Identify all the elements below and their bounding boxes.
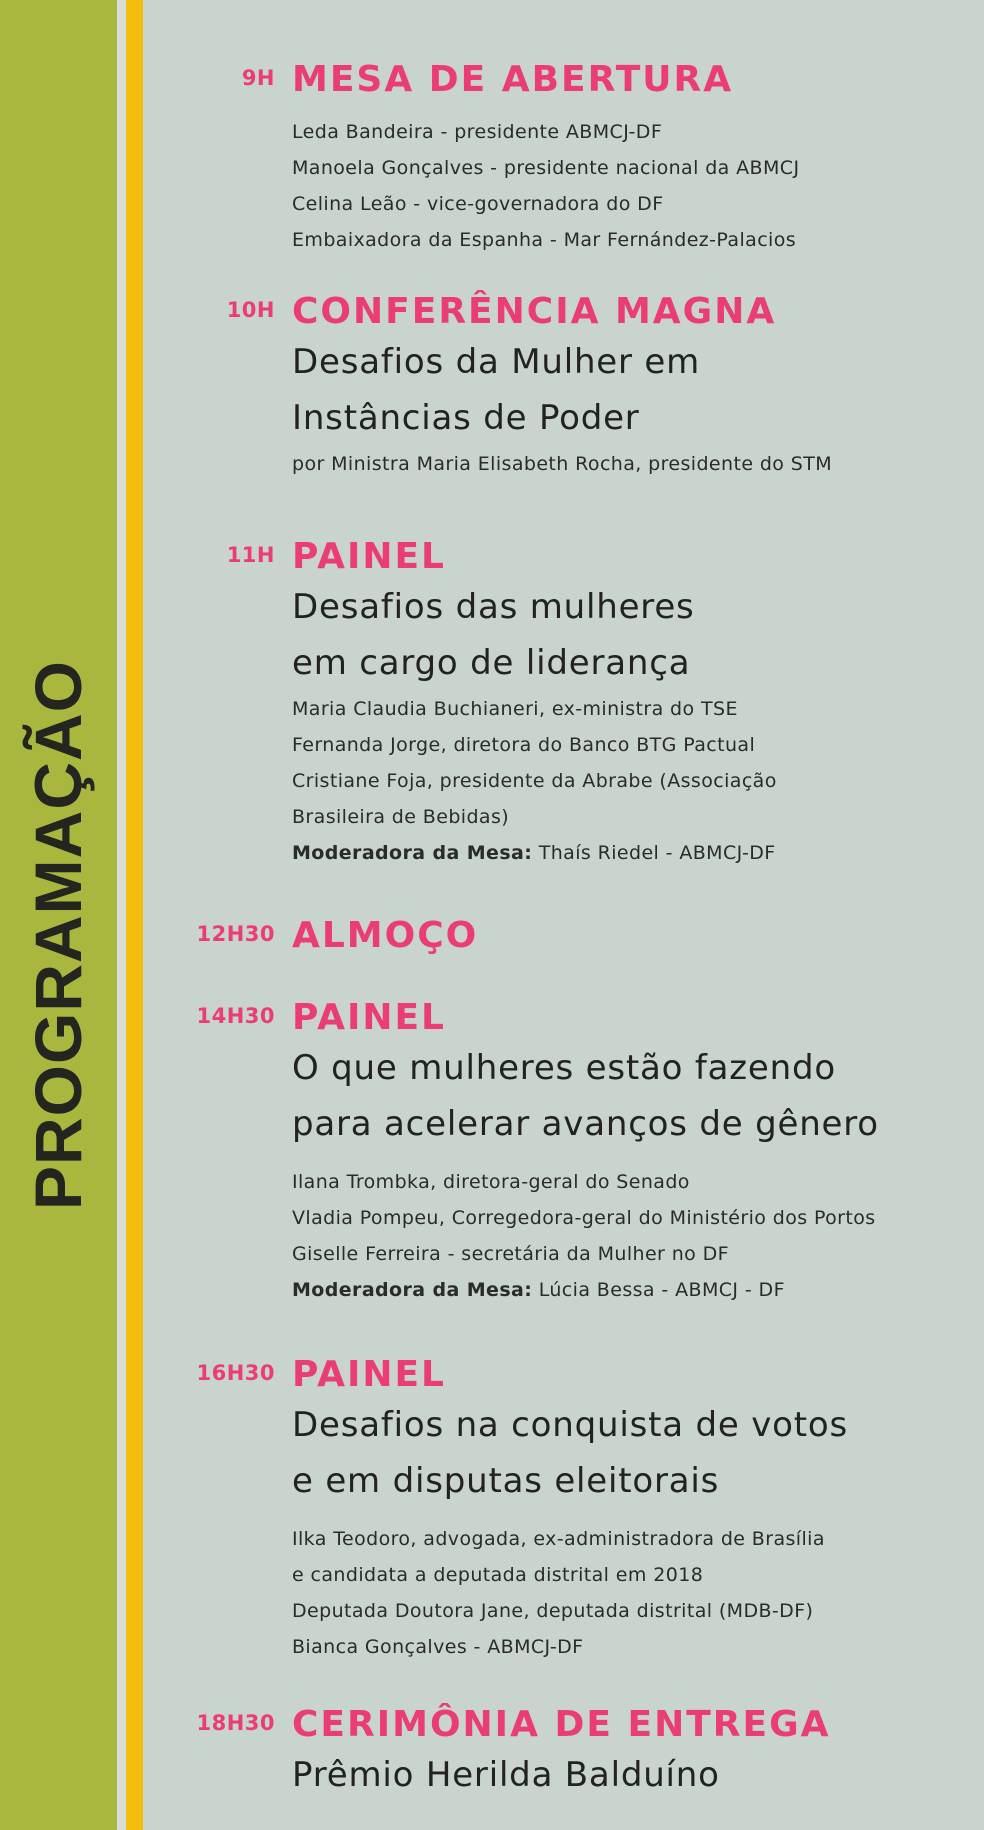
session-content bbox=[292, 996, 972, 1308]
session-time: 18H30 bbox=[196, 1711, 275, 1735]
session-heading: PAINEL bbox=[292, 1354, 446, 1395]
session-time: 12H30 bbox=[196, 922, 275, 946]
speaker-line: Brasileira de Bebidas) bbox=[292, 806, 510, 828]
session-subtitle: para acelerar avanços de gênero bbox=[292, 1104, 879, 1144]
speaker-line: Fernanda Jorge, diretora do Banco BTG Pactual bbox=[292, 734, 756, 756]
session-subtitle: Desafios da Mulher em bbox=[292, 342, 701, 382]
speaker-line: Embaixadora da Espanha - Mar Fernández-Palacios bbox=[292, 229, 797, 251]
session-subtitle: Prêmio Herilda Balduíno bbox=[292, 1755, 720, 1795]
session-content bbox=[292, 914, 972, 958]
speaker-line: Celina Leão - vice-governadora do DF bbox=[292, 193, 664, 215]
session-content bbox=[292, 58, 972, 258]
speaker-line: Cristiane Foja, presidente da Abrabe (Associação bbox=[292, 770, 777, 792]
session-subtitle: Desafios das mulheres bbox=[292, 587, 695, 627]
moderator-name: Thaís Riedel - ABMCJ-DF bbox=[532, 842, 776, 864]
session-subtitle: O que mulheres estão fazendo bbox=[292, 1048, 836, 1088]
session-subtitle: em cargo de liderança bbox=[292, 643, 691, 683]
speaker-line: Bianca Gonçalves - ABMCJ-DF bbox=[292, 1636, 584, 1658]
session-heading: CONFERÊNCIA MAGNA bbox=[292, 291, 777, 332]
moderator-name: Lúcia Bessa - ABMCJ - DF bbox=[532, 1279, 785, 1301]
speaker-line: Maria Claudia Buchianeri, ex-ministra do TSE bbox=[292, 698, 738, 720]
session-heading: PAINEL bbox=[292, 997, 446, 1038]
session-content bbox=[292, 290, 972, 482]
moderator-line bbox=[292, 1272, 972, 1308]
session-time: 9H bbox=[241, 66, 275, 90]
sidebar-accent-stripe bbox=[126, 0, 143, 1830]
session-subtitle: Instâncias de Poder bbox=[292, 398, 640, 438]
speaker-line: Deputada Doutora Jane, deputada distrital (MDB-DF) bbox=[292, 1600, 814, 1622]
speaker-line: Ilka Teodoro, advogada, ex-administradora de Brasília bbox=[292, 1528, 825, 1550]
sidebar-divider bbox=[117, 0, 126, 1830]
session-time: 16H30 bbox=[196, 1361, 275, 1385]
session-time: 14H30 bbox=[196, 1004, 275, 1028]
sidebar-title: PROGRAMAÇÃO bbox=[21, 660, 95, 1210]
session-heading: MESA DE ABERTURA bbox=[292, 59, 734, 100]
speaker-line: Leda Bandeira - presidente ABMCJ-DF bbox=[292, 121, 663, 143]
session-heading: ALMOÇO bbox=[292, 915, 479, 956]
moderator-label: Moderadora da Mesa: bbox=[292, 1279, 533, 1301]
session-subtitle: e em disputas eleitorais bbox=[292, 1461, 720, 1501]
session-time: 10H bbox=[226, 298, 275, 322]
speaker-line: Vladia Pompeu, Corregedora-geral do Ministério dos Portos bbox=[292, 1207, 876, 1229]
speaker-line: Manoela Gonçalves - presidente nacional da ABMCJ bbox=[292, 157, 800, 179]
moderator-line bbox=[292, 835, 972, 871]
session-time: 11H bbox=[226, 543, 275, 567]
session-content bbox=[292, 1353, 972, 1665]
session-heading: PAINEL bbox=[292, 536, 446, 577]
session-heading: CERIMÔNIA DE ENTREGA bbox=[292, 1704, 831, 1745]
speaker-line: Giselle Ferreira - secretária da Mulher no DF bbox=[292, 1243, 729, 1265]
speaker-line: Ilana Trombka, diretora-geral do Senado bbox=[292, 1171, 690, 1193]
speaker-line: e candidata a deputada distrital em 2018 bbox=[292, 1564, 704, 1586]
session-content bbox=[292, 1703, 972, 1803]
speaker-line: por Ministra Maria Elisabeth Rocha, presidente do STM bbox=[292, 453, 833, 475]
session-content bbox=[292, 535, 972, 871]
moderator-label: Moderadora da Mesa: bbox=[292, 842, 533, 864]
session-subtitle: Desafios na conquista de votos bbox=[292, 1405, 848, 1445]
